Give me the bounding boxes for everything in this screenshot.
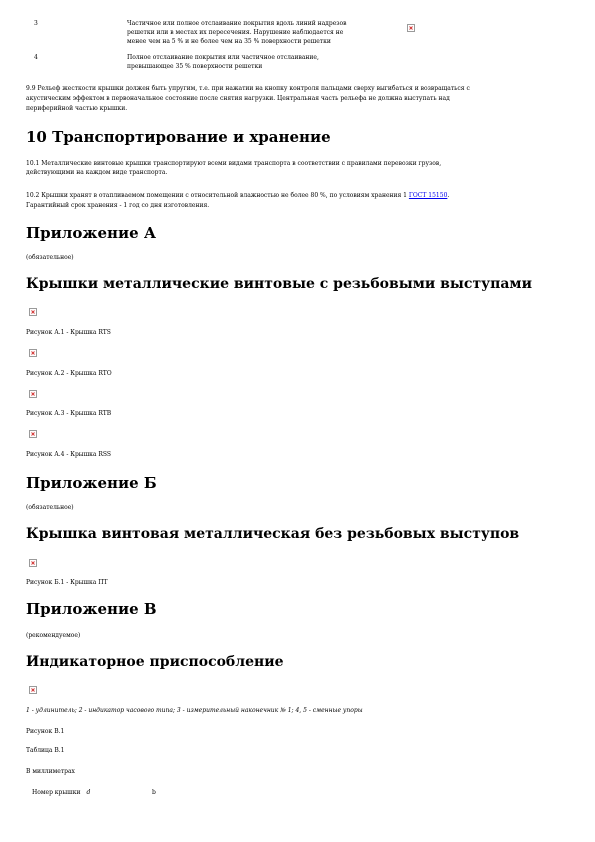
appendix-title: Приложение Б (26, 474, 157, 492)
appendix-status: (рекомендуемое) (26, 632, 81, 639)
table-units: В миллиметрах (26, 768, 75, 775)
paragraph-line: Гарантийный срок хранения - 1 год со дня изготовления. (26, 202, 210, 209)
table-row-text-line: Частичное или полное отслаивание покрытия вдоль линий надрезов (127, 20, 347, 27)
figure-caption: Рисунок А.1 - Крышка RTS (26, 329, 111, 336)
figure-caption: Рисунок В.1 (26, 728, 65, 735)
broken-image-icon (29, 559, 37, 567)
table-row-number: 4 (34, 54, 38, 61)
paragraph-line: действующими на каждом виде транспорта. (26, 169, 168, 176)
table-row-text-line: превышающее 35 % поверхности решетки (127, 63, 263, 70)
appendix-heading: Индикаторное приспособление (26, 654, 284, 670)
figure-caption: Рисунок Б.1 - Крышка ПТ (26, 579, 108, 586)
appendix-title: Приложение А (26, 224, 157, 242)
appendix-heading: Крышка винтовая металлическая без резьбовых выступов (26, 526, 520, 542)
table-header-cell (32, 788, 90, 797)
table-header-cell: b (152, 789, 156, 796)
section-heading: 10 Транспортирование и хранение (26, 128, 331, 146)
appendix-heading: Крышки металлические винтовые с резьбовыми выступами (26, 276, 532, 292)
paragraph-line: периферийной частью крышки. (26, 105, 128, 112)
paragraph-text: . (447, 192, 450, 199)
figure-caption: Рисунок А.4 - Крышка RSS (26, 451, 112, 458)
appendix-status: (обязательное) (26, 254, 74, 261)
gost-link[interactable]: ГОСТ 15150 (408, 192, 448, 199)
table-row-number: 3 (34, 20, 38, 27)
figure-caption: Рисунок А.3 - Крышка RTB (26, 410, 112, 417)
figure-legend: 1 - удлинитель; 2 - индикатор часового типа; 3 - измерительный наконечник № 1; 4, 5 - сменные упоры (26, 707, 363, 714)
table-row-text-line: Полное отслаивание покрытия или частичное отслаивание, (127, 54, 319, 61)
appendix-status: (обязательное) (26, 504, 74, 511)
table-row-text-line: менее чем на 5 % и не более чем на 35 % поверхности решетки (127, 38, 331, 45)
table-header-text: Номер крышки (32, 789, 81, 796)
broken-image-icon (29, 390, 37, 398)
paragraph-line (26, 191, 449, 200)
figure-caption: Рисунок А.2 - Крышка RTO (26, 370, 112, 377)
paragraph-line: 10.1 Металлические винтовые крышки транспортируют всеми видами транспорта в соответствии с правилами перевозки грузов, (26, 160, 442, 167)
table-row-text-line: решетки или в местах их пересечения. Нарушение наблюдается не (127, 29, 344, 36)
paragraph-line: 9.9 Рельеф жесткости крышки должен быть упругим, т.е. при нажатии на кнопку контроля пальцами сверху выгибаться и возвращаться с (26, 85, 470, 92)
paragraph-text: 10.2 Крышки хранят в отапливаемом помещении с относительной влажностью не более 80 %, по условиям хранения 1 (26, 192, 409, 199)
broken-image-icon (29, 686, 37, 694)
paragraph-line: акустическим эффектом в первоначальное состояние после снятия нагрузки. Центральная часть рельефа не должна выступать над (26, 95, 450, 102)
table-caption: Таблица В.1 (26, 747, 65, 754)
broken-image-icon (29, 308, 37, 316)
broken-image-icon (29, 349, 37, 357)
table-header-variable: d (86, 789, 91, 796)
appendix-title: Приложение В (26, 600, 157, 618)
broken-image-icon (29, 430, 37, 438)
broken-image-icon (407, 24, 415, 32)
